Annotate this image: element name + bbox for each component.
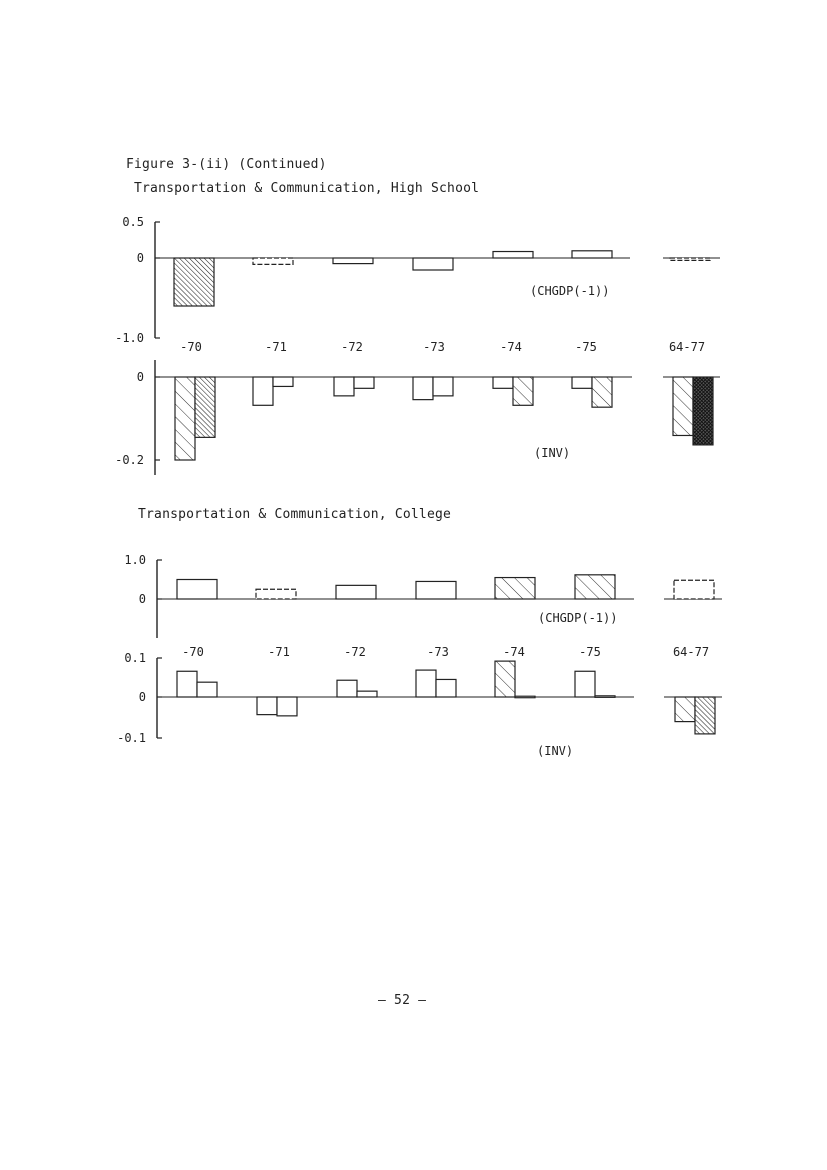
college-chgdp1-panel-annotation: (CHGDP(-1)) xyxy=(538,611,618,625)
high_school-chgdp1-panel-annotation: (CHGDP(-1)) xyxy=(530,284,610,298)
page-number: – 52 – xyxy=(378,993,427,1008)
college-inv-y-tick-label: 0.1 xyxy=(124,651,146,665)
college-chgdp1-category-label: 64-77 xyxy=(672,645,710,659)
college-chgdp1-category-label: -71 xyxy=(268,645,290,659)
high_school-inv-bar-left-5 xyxy=(572,377,592,388)
college-inv-bar-left-2 xyxy=(337,680,357,697)
high_school-inv-bar-left-2 xyxy=(334,377,354,396)
college-chgdp1-category-label: -74 xyxy=(503,645,525,659)
college-chgdp1-category-label: -75 xyxy=(579,645,601,659)
high_school-chgdp1-category-label: -75 xyxy=(575,340,597,354)
high_school-inv-bar-right-4 xyxy=(513,377,533,405)
college-chgdp1-bar-bar-3 xyxy=(416,581,456,599)
college-inv-bar-left-0 xyxy=(177,671,197,697)
high_school-inv-bar-left-6 xyxy=(673,377,693,435)
college-inv-bar-right-0 xyxy=(197,682,217,697)
high_school-chgdp1-bar-bar-3 xyxy=(413,258,453,270)
college-inv-bar-right-5 xyxy=(595,696,615,698)
high_school-inv-bar-right-0 xyxy=(195,377,215,437)
college-inv-bar-right-6 xyxy=(695,697,715,734)
high_school-chgdp1-bar-bar-4 xyxy=(493,252,533,258)
college-inv-panel-annotation: (INV) xyxy=(537,744,574,758)
section-title-college: Transportation & Communication, College xyxy=(138,507,452,522)
college-inv-bar-left-4 xyxy=(495,661,515,697)
high_school-inv-y-tick-label: 0 xyxy=(136,370,144,384)
college-chgdp1-y-tick-label: 0 xyxy=(138,592,146,606)
high_school-inv-bar-right-2 xyxy=(354,377,374,388)
high_school-inv-bar-right-5 xyxy=(592,377,612,407)
college-chgdp1-category-label: -73 xyxy=(427,645,449,659)
high_school-chgdp1-bar-bar-0 xyxy=(174,258,214,306)
high_school-inv-y-tick-label: -0.2 xyxy=(115,453,144,467)
college-inv-bar-left-3 xyxy=(416,670,436,697)
college-chgdp1-y-tick-label: 1.0 xyxy=(124,553,146,567)
high_school-inv-bar-right-6 xyxy=(693,377,713,445)
figure-title: Figure 3-(ii) (Continued) xyxy=(126,157,327,172)
high_school-inv-panel-annotation: (INV) xyxy=(534,446,571,460)
high_school-chgdp1-y-tick-label: -1.0 xyxy=(115,331,144,345)
college-chgdp1-category-label: -70 xyxy=(182,645,204,659)
college-inv-y-tick-label: -0.1 xyxy=(117,731,146,745)
college-inv-bar-right-1 xyxy=(277,697,297,716)
high_school-inv-bar-left-4 xyxy=(493,377,513,388)
college-chgdp1-bar-bar-4 xyxy=(495,578,535,599)
high_school-chgdp1-category-label: -72 xyxy=(341,340,363,354)
high_school-chgdp1-bar-bar-1 xyxy=(253,258,293,264)
high_school-chgdp1-category-label: -70 xyxy=(180,340,202,354)
college-inv-bar-right-2 xyxy=(357,691,377,697)
section-title-high-school: Transportation & Communication, High School xyxy=(134,181,480,196)
high_school-chgdp1-category-label: 64-77 xyxy=(668,340,706,354)
college-inv-bar-left-6 xyxy=(675,697,695,722)
high_school-inv-bar-left-1 xyxy=(253,377,273,405)
college-chgdp1-category-label: -72 xyxy=(344,645,366,659)
college-inv-bar-left-1 xyxy=(257,697,277,715)
high_school-chgdp1-category-label: -74 xyxy=(500,340,522,354)
high_school-inv-bar-right-1 xyxy=(273,377,293,386)
college-chgdp1-bar-bar-2 xyxy=(336,585,376,599)
high_school-chgdp1-bar-bar-6 xyxy=(670,258,710,260)
college-inv-bar-right-4 xyxy=(515,696,535,698)
high_school-chgdp1-y-tick-label: 0 xyxy=(136,251,144,265)
college-chgdp1-bar-bar-1 xyxy=(256,589,296,599)
college-inv-bar-left-5 xyxy=(575,671,595,697)
high_school-chgdp1-category-label: -71 xyxy=(265,340,287,354)
high_school-inv-bar-left-3 xyxy=(413,377,433,400)
college-inv-bar-right-3 xyxy=(436,679,456,697)
high_school-chgdp1-bar-bar-2 xyxy=(333,258,373,264)
college-chgdp1-bar-bar-5 xyxy=(575,575,615,599)
high_school-inv-bar-right-3 xyxy=(433,377,453,396)
college-inv-y-tick-label: 0 xyxy=(138,690,146,704)
high_school-inv-bar-left-0 xyxy=(175,377,195,460)
high_school-chgdp1-bar-bar-5 xyxy=(572,251,612,258)
college-chgdp1-bar-bar-6 xyxy=(674,580,714,599)
high_school-chgdp1-category-label: -73 xyxy=(423,340,445,354)
college-chgdp1-bar-bar-0 xyxy=(177,580,217,600)
high_school-chgdp1-y-tick-label: 0.5 xyxy=(122,215,144,229)
